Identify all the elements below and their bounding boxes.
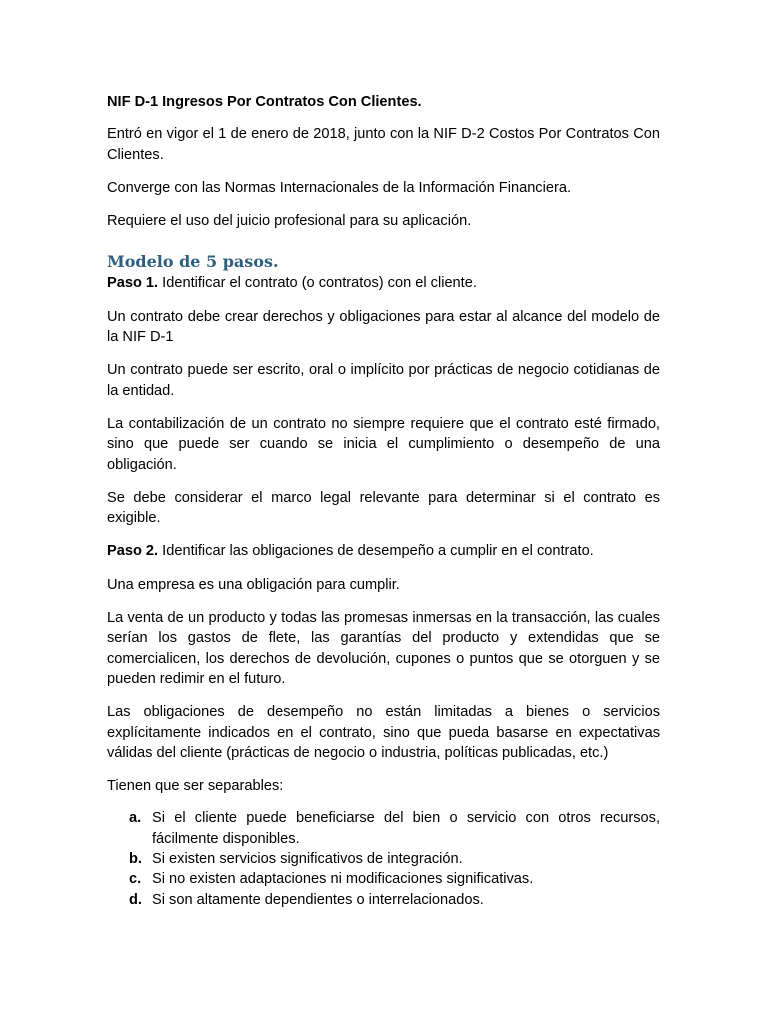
body-paragraph: Un contrato puede ser escrito, oral o implícito por prácticas de negocio cotidianas de la entidad. xyxy=(107,362,660,399)
section-heading: Modelo de 5 pasos. xyxy=(107,252,279,272)
list-marker: b. xyxy=(129,851,142,868)
list-item-text: Si no existen adaptaciones ni modificaciones significativas. xyxy=(152,871,534,888)
list-item xyxy=(129,849,660,869)
list-marker: c. xyxy=(129,871,142,888)
step-2-text: Identificar las obligaciones de desempeño a cumplir en el contrato. xyxy=(158,543,594,560)
separability-list xyxy=(107,808,660,909)
list-marker: a. xyxy=(129,810,142,827)
document-title: NIF D-1 Ingresos Por Contratos Con Clientes. xyxy=(107,94,422,110)
list-item xyxy=(129,869,660,889)
list-item-text: Si el cliente puede beneficiarse del bien o servicio con otros recursos, fácilmente disponibles. xyxy=(152,810,660,847)
step-1-paragraph xyxy=(107,273,660,293)
step-2-paragraph xyxy=(107,541,660,561)
body-paragraph: Se debe considerar el marco legal relevante para determinar si el contrato es exigible. xyxy=(107,489,660,527)
step-1-text: Identificar el contrato (o contratos) con el cliente. xyxy=(158,275,477,292)
body-paragraph: La contabilización de un contrato no siempre requiere que el contrato esté firmado, sino que puede ser cuando se inicia el cumplimiento o desempeño de una obligación. xyxy=(107,415,660,473)
list-item xyxy=(129,890,660,910)
list-marker: d. xyxy=(129,891,142,908)
document-page xyxy=(107,92,660,910)
body-paragraph: Una empresa es una obligación para cumplir. xyxy=(107,576,400,593)
body-paragraph: Las obligaciones de desempeño no están limitadas a bienes o servicios explícitamente indicados en el contrato, sino que pueda basarse en expectativas válidas del cliente (prácticas de negocio o industria, políticas publicadas, etc.) xyxy=(107,704,660,761)
body-paragraph: Tienen que ser separables: xyxy=(107,778,284,795)
list-item-text: Si son altamente dependientes o interrelacionados. xyxy=(152,891,484,908)
body-paragraph: La venta de un producto y todas las promesas inmersas en la transacción, las cuales serían los gastos de flete, las garantías del producto y extendidas que se comercialicen, los derechos de devolución, cupones o puntos que se otorguen y se pueden redimir en el futuro. xyxy=(107,610,660,687)
list-item xyxy=(129,808,660,849)
step-1-label: Paso 1. xyxy=(107,275,159,292)
intro-paragraph: Requiere el uso del juicio profesional para su aplicación. xyxy=(107,213,472,230)
step-2-label: Paso 2. xyxy=(107,543,159,560)
intro-paragraph: Converge con las Normas Internacionales de la Información Financiera. xyxy=(107,179,571,196)
body-paragraph: Un contrato debe crear derechos y obligaciones para estar al alcance del modelo de la NIF D-1 xyxy=(107,308,660,346)
list-item-text: Si existen servicios significativos de integración. xyxy=(152,851,463,868)
intro-paragraph: Entró en vigor el 1 de enero de 2018, junto con la NIF D-2 Costos Por Contratos Con Clientes. xyxy=(107,126,660,163)
